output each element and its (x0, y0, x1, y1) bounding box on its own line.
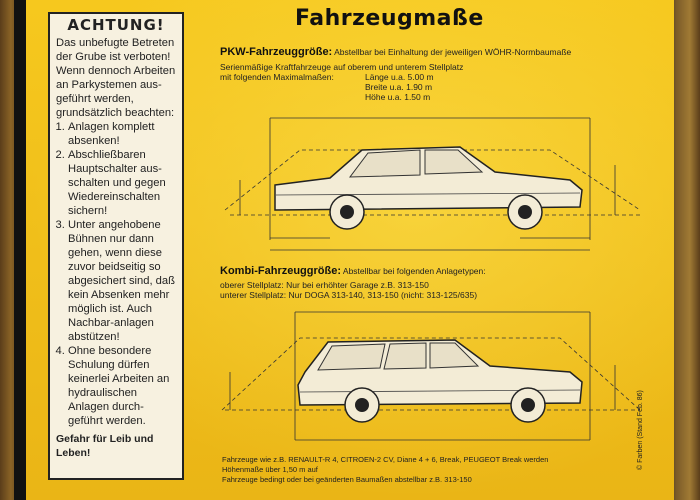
kombi-line1: oberer Stellplatz: Nur bei erhöhter Garage z.B. 313-150 (220, 280, 429, 290)
warning-heading: ACHTUNG! (67, 16, 165, 34)
warning-item: 2. Abschließbaren Hauptschalter aus-schalten und gegen Wiedereinschalten sichern! (68, 148, 176, 218)
footer-line3: Fahrzeuge bedingt oder bei geänderten Baumaßen abstellbar z.B. 313-150 (222, 475, 472, 484)
pkw-line2: mit folgenden Maximalmaßen: (220, 72, 334, 82)
pkw-heading-rest: Abstellbar bei Einhaltung der jeweiligen WÖHR-Normbaumaße (334, 47, 572, 57)
sign-title: Fahrzeugmaße (295, 6, 484, 31)
pkw-heading: PKW-Fahrzeuggröße: (220, 46, 333, 58)
sedan-drawing (275, 147, 582, 229)
warning-item: 3. Unter angehobene Bühnen nur dann gehen, wenn diese zuvor beidseitig so abgesichert sind, daß kein Absenken mehr möglich ist. Auch Nachbar-anlagen abstützen! (68, 218, 176, 344)
warning-item: 4. Ohne besondere Schulung dürfen keinerlei Arbeiten an hydraulischen Anlagen durch-geführt werden. (68, 344, 176, 428)
footer-line2: Höhenmaße über 1,50 m auf (222, 465, 318, 474)
kombi-line2: unterer Stellplatz: Nur DOGA 313-140, 313-150 (nicht: 313-125/635) (220, 290, 478, 300)
warning-item: 1. Anlagen komplett absenken! (68, 120, 176, 148)
kombi-heading: Kombi-Fahrzeuggröße: (220, 265, 341, 277)
kombi-heading-rest: Abstellbar bei folgenden Anlagetypen: (342, 266, 486, 276)
footer-line1: Fahrzeuge wie z.B. RENAULT-R 4, CITROEN-2 CV, Diane 4 + 6, Break, PEUGEOT Break werden (222, 455, 549, 464)
warning-footer: Gefahr für Leib und Leben! (56, 433, 154, 459)
warning-intro: Das unbefugte Betreten der Grube ist verboten! Wenn dennoch Arbeiten an Parkystemen aus-geführt werden, grundsätzlich beachten: (56, 37, 176, 119)
pkw-dim-length: Länge u.a. 5.00 m (365, 72, 434, 82)
pkw-dim-width: Breite u.a. 1.90 m (365, 82, 433, 92)
pkw-dim-height: Höhe u.a. 1.50 m (365, 92, 431, 102)
pkw-line1: Serienmäßige Kraftfahrzeuge auf oberem und unterem Stellplatz (220, 62, 464, 72)
side-note: © Farben (Stand Feb. 86) (637, 390, 644, 470)
